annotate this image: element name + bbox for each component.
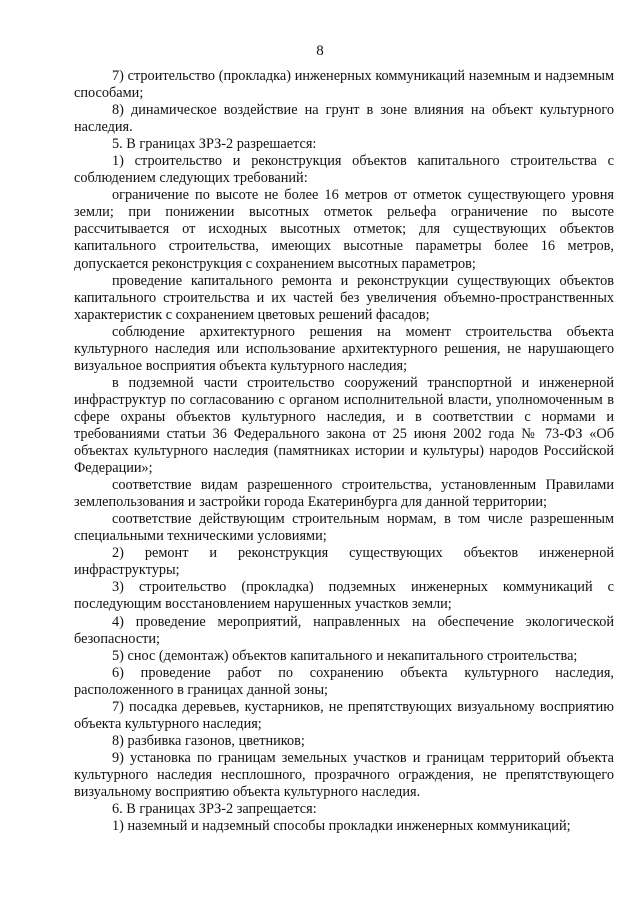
paragraph: 1) наземный и надземный способы прокладки инженерных коммуникаций; (112, 818, 571, 835)
paragraph: 9) установка по границам земельных участков и границам территорий объекта культурного наследия несплошного, прозрачного ограждения, не препятствующего визуальному восприятию объекта культурного наследия. (74, 749, 614, 800)
paragraph: ограничение по высоте не более 16 метров от отметок существующего уровня земли; при понижении высотных отметок рельефа ограничение по высоте рассчитывается от исходных высотных отметок; для существующих объектов капитального строительства, имеющих высотные параметры более 16 метров, допускается реконструкция с сохранением высотных параметров; (74, 187, 614, 272)
section-heading: 6. В границах ЗРЗ-2 запрещается: (112, 801, 317, 818)
paragraph: проведение капитального ремонта и реконструкции существующих объектов капитального строительства и их частей без увеличения объемно-пространственных характеристик с сохранением цветовых решений фасадов; (74, 272, 614, 323)
paragraph: 8) динамическое воздействие на грунт в зоне влияния на объект культурного наследия. (74, 102, 614, 136)
paragraph: 3) строительство (прокладка) подземных инженерных коммуникаций с последующим восстановлением нарушенных участков земли; (74, 579, 614, 613)
paragraph: соответствие видам разрешенного строительства, установленным Правилами землепользования и застройки города Екатеринбурга для данной территории; (74, 477, 614, 511)
paragraph: 5) снос (демонтаж) объектов капитального и некапитального строительства; (112, 647, 578, 664)
paragraph: 7) строительство (прокладка) инженерных коммуникаций наземным и надземным способами; (74, 68, 614, 102)
section-heading: 5. В границах ЗРЗ-2 разрешается: (112, 136, 317, 153)
paragraph: 8) разбивка газонов, цветников; (112, 732, 305, 749)
page-number: 8 (316, 43, 324, 59)
paragraph: в подземной части строительство сооружений транспортной и инженерной инфраструктур по согласованию с органом исполнительной власти, уполномоченным в сфере охраны объектов культурного наследия, и в соответствии с нормами и требованиями статьи 36 Федерального закона от 25 июня 2002 года № 73-ФЗ «Об объектах культурного наследия (памятниках истории и культуры) народов Российской Федерации»; (74, 374, 614, 477)
paragraph: соблюдение архитектурного решения на момент строительства объекта культурного наследия или использование архитектурного решения, не нарушающего визуальное восприятия объекта культурного наследия; (74, 323, 614, 374)
paragraph: 7) посадка деревьев, кустарников, не препятствующих визуальному восприятию объекта культурного наследия; (74, 698, 614, 732)
paragraph: 1) строительство и реконструкция объектов капитального строительства с соблюдением следующих требований: (74, 153, 614, 187)
paragraph: 4) проведение мероприятий, направленных на обеспечение экологической безопасности; (74, 613, 614, 647)
paragraph: 6) проведение работ по сохранению объекта культурного наследия, расположенного в границах данной зоны; (74, 664, 614, 698)
paragraph: соответствие действующим строительным нормам, в том числе разрешенным специальными техническими условиями; (74, 511, 614, 545)
document-body (74, 68, 614, 835)
paragraph: 2) ремонт и реконструкция существующих объектов инженерной инфраструктуры; (74, 545, 614, 579)
